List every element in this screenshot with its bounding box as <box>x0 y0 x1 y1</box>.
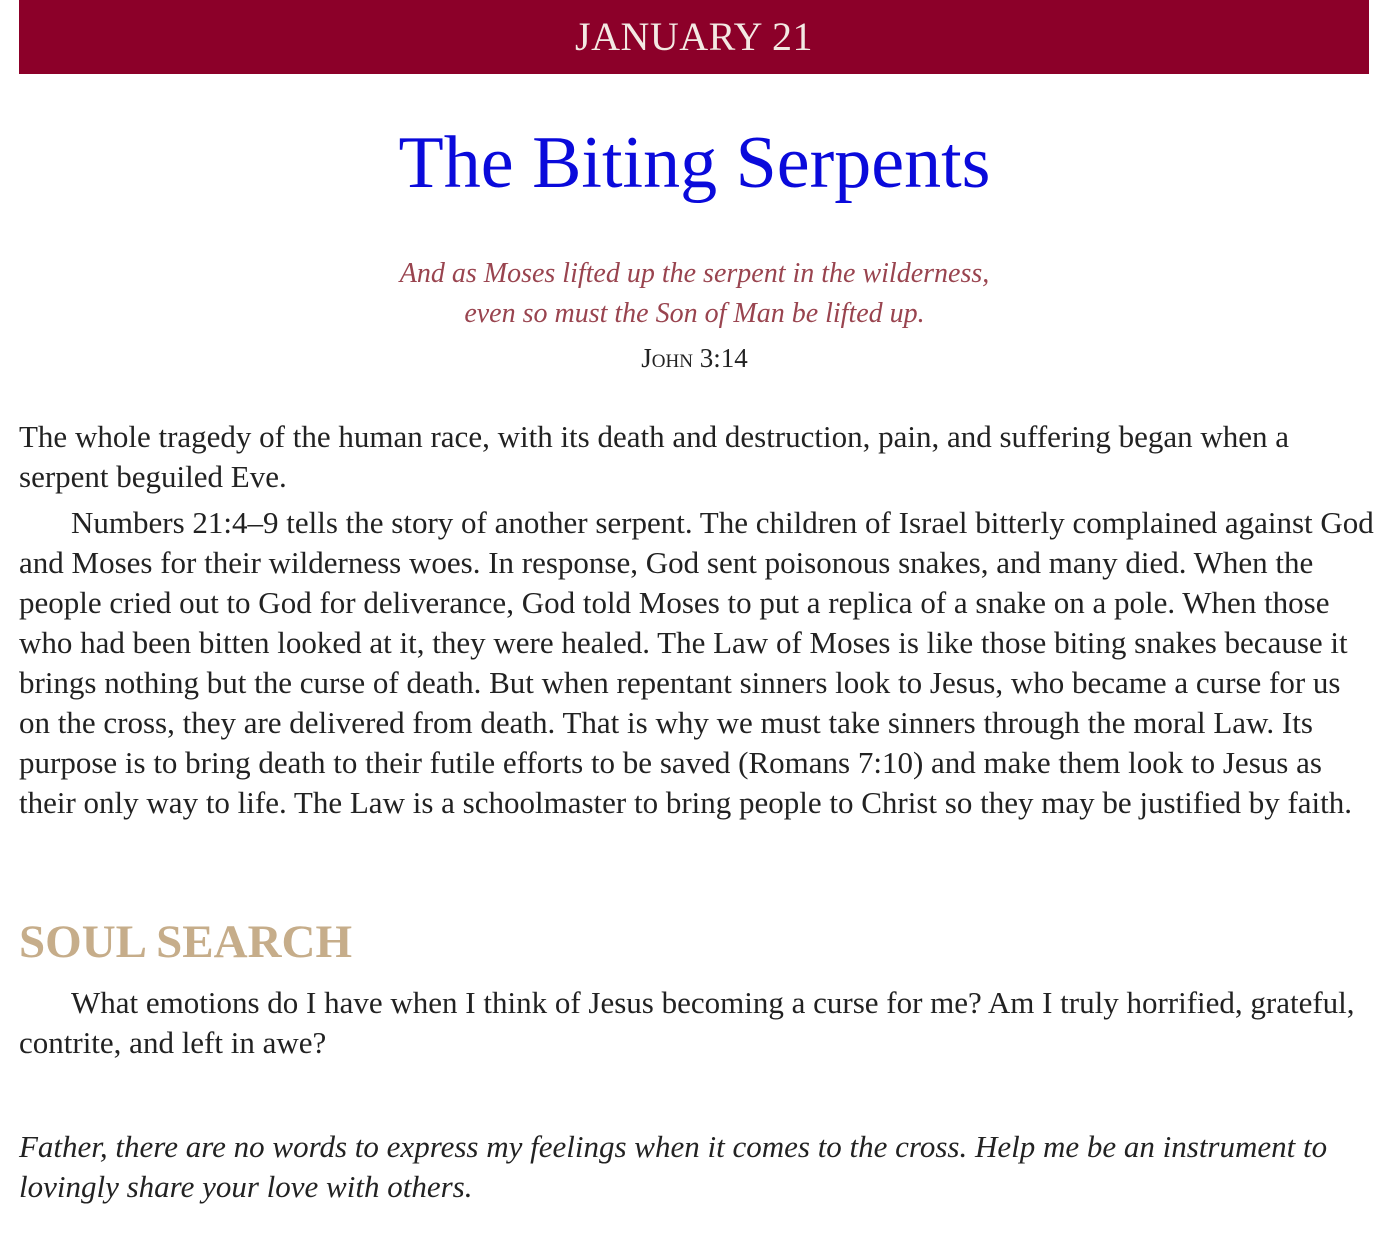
page-title: The Biting Serpents <box>398 122 991 204</box>
devotional-body <box>19 417 1375 823</box>
soul-search-text: What emotions do I have when I think of Jesus becoming a curse for me? Am I truly horrified, grateful, contrite, and left in awe? <box>19 985 1355 1060</box>
verse-line-1: And as Moses lifted up the serpent in the wilderness, <box>399 258 990 289</box>
prayer-text: Father, there are no words to express my feelings when it comes to the cross. Help me be an instrument to lovingly share your love with others. <box>19 1129 1328 1204</box>
body-paragraph-1: The whole tragedy of the human race, with its death and destruction, pain, and suffering began when a serpent beguiled Eve. <box>19 419 1290 494</box>
date-label: JANUARY 21 <box>575 14 813 59</box>
scripture-verse <box>0 254 1389 334</box>
verse-reference: John 3:14 <box>641 343 748 373</box>
body-paragraph-2: Numbers 21:4–9 tells the story of another serpent. The children of Israel bitterly complained against God and Moses for their wilderness woes. In response, God sent poisonous snakes, and many died. When the people cried out to God for deliverance, God told Moses to put a replica of a snake on a pole. When those who had been bitten looked at it, they were healed. The Law of Moses is like those biting snakes because it brings nothing but the curse of death. But when repentant sinners look to Jesus, who became a curse for us on the cross, they are delivered from death. That is why we must take sinners through the moral Law. Its purpose is to bring death to their futile efforts to be saved (Romans 7:10) and make them look to Jesus as their only way to life. The Law is a schoolmaster to bring people to Christ so they may be justified by faith. <box>19 505 1374 820</box>
soul-search-heading: SOUL SEARCH <box>19 916 353 968</box>
verse-line-2: even so must the Son of Man be lifted up. <box>464 298 925 329</box>
date-banner <box>19 0 1369 74</box>
